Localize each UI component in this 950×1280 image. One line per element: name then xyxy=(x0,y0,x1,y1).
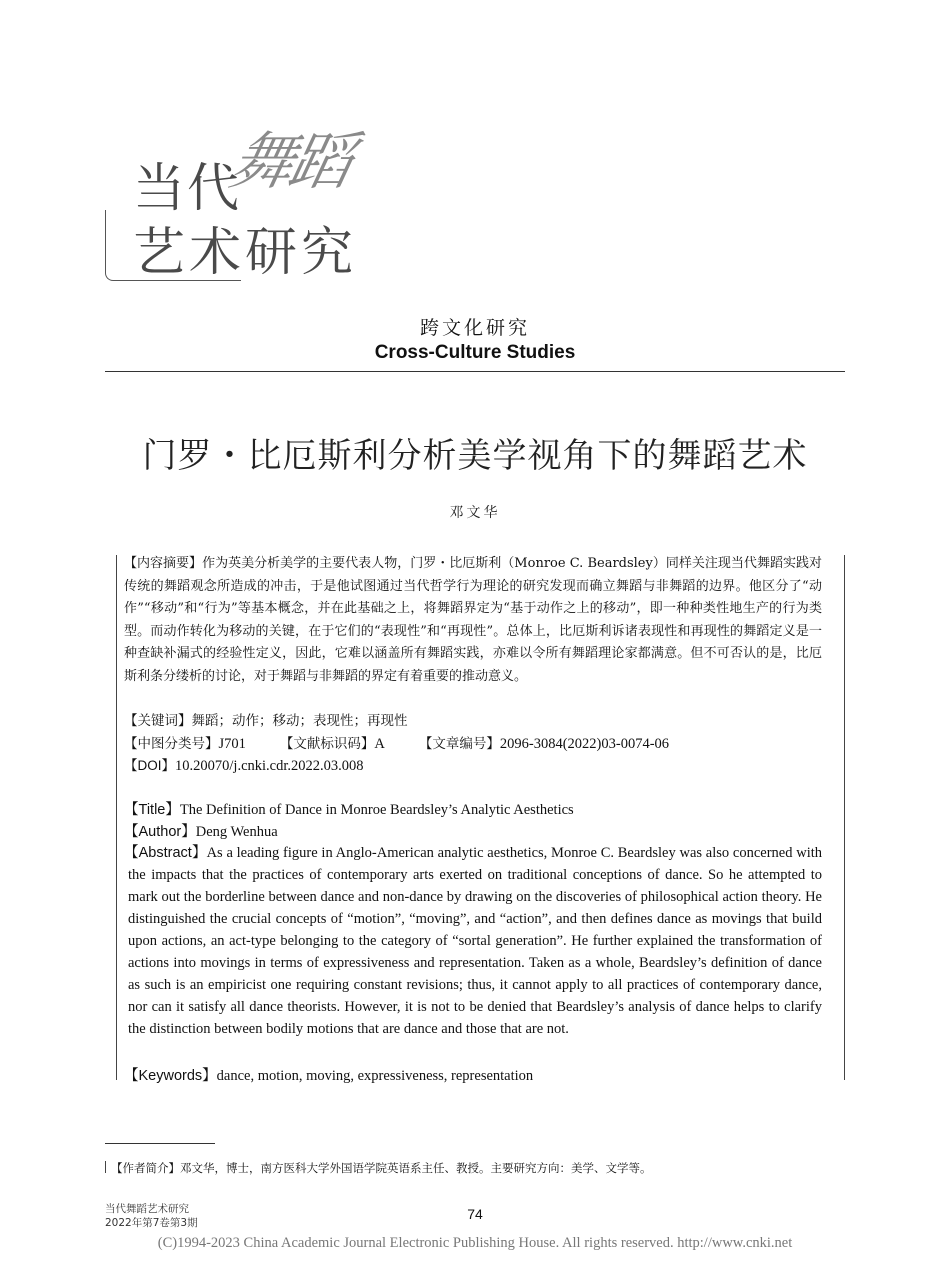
footnote-marker xyxy=(105,1161,106,1173)
en-title: The Definition of Dance in Monroe Beardsley’s Analytic Aesthetics xyxy=(179,802,574,818)
abstract-en-label: 【Abstract】 xyxy=(124,845,207,861)
abstract-cn-label: 【内容摘要】 xyxy=(124,555,203,570)
journal-name: 当代舞蹈艺术研究 xyxy=(105,1203,189,1215)
doc-code-label: 【文献标识码】 xyxy=(279,736,375,751)
journal-logo xyxy=(105,110,375,285)
article-author: 邓文华 xyxy=(449,505,501,521)
article-no-label: 【文章编号】 xyxy=(418,736,500,751)
abstract-cn xyxy=(124,552,822,689)
abstract-cn-text: 作为英美分析美学的主要代表人物，门罗・比厄斯利（Monroe C. Beardsley）同样关注现当代舞蹈实践对传统的舞蹈观念所造成的冲击，于是他试图通过当代哲学行为理论的研究发现而确立舞蹈与非舞蹈的边界。他区分了“动作”“移动”和“行为”等基本概念，并在此基础之上，将舞蹈界定为“基于动作之上的移动”，即一种种类性地生产的行为类型。而动作转化为移动的关键，在于它们的“表现性”和“再现性”。总体上，比厄斯利诉诸表现性和再现性的舞蹈定义是一种查缺补漏式的经验性定义，因此，它难以涵盖所有舞蹈实践，亦难以令所有舞蹈理论家都满意。但不可否认的是，比厄斯利条分缕析的讨论，对于舞蹈与非舞蹈的界定有着重要的推动意义。 xyxy=(124,556,822,684)
header-divider xyxy=(105,371,845,372)
journal-issue: 2022年第7卷第3期 xyxy=(105,1217,198,1229)
page-number: 74 xyxy=(467,1206,483,1222)
column-title-en: Cross-Culture Studies xyxy=(374,342,576,363)
article-no-value: 2096-3084(2022)03-0074-06 xyxy=(499,736,670,752)
doc-code-value: A xyxy=(374,736,385,752)
en-keywords: dance, motion, moving, expressiveness, representation xyxy=(216,1068,534,1084)
en-author-label: 【Author】 xyxy=(124,824,196,840)
en-author: Deng Wenhua xyxy=(195,824,278,840)
en-keywords-label: 【Keywords】 xyxy=(124,1068,217,1084)
abstract-left-border xyxy=(116,555,117,1080)
footnote-divider xyxy=(105,1143,215,1144)
en-author-line xyxy=(124,820,278,841)
en-title-line xyxy=(124,798,574,819)
author-footnote xyxy=(105,1160,652,1176)
keywords-cn-line xyxy=(124,709,408,729)
en-title-label: 【Title】 xyxy=(124,802,180,818)
abstract-en-text: As a leading figure in Anglo-American analytic aesthetics, Monroe C. Beardsley was also concerned with the impacts that the practices of contemporary arts exerted on traditional conceptions of dance. So he attempted to mark out the borderline between dance and non-dance by drawing on the discoveries of philosophical action theory. He distinguished the crucial concepts of “motion”, “moving”, and “action”, and then defines dance as movings that build upon actions, an act-type belonging to the category of “sortal generation”. He further explained the transformation of actions into movings in terms of expressiveness and representation. Taken as a whole, Beardsley’s definition of dance as such is an empiricist one requiring constant revisions; thus, it cannot apply to all practices of contemporary dance, nor can it satisfy all dance theorists. However, it is not to be denied that Beardsley’s analysis of dance helps to clarify the distinction between bodily motions that are dance and those that are not. xyxy=(128,845,822,1037)
clc-value: J701 xyxy=(218,736,246,752)
logo-calligraphy: 舞蹈 xyxy=(224,125,356,198)
keywords-cn-label: 【关键词】 xyxy=(124,713,192,728)
en-keywords-line xyxy=(124,1064,533,1085)
doi-value: 10.20070/j.cnki.cdr.2022.03.008 xyxy=(175,758,364,774)
logo-text-line2: 艺术研究 xyxy=(133,223,358,283)
clc-label: 【中图分类号】 xyxy=(124,736,219,751)
abstract-en xyxy=(124,842,822,1040)
doi-label: 【DOI】 xyxy=(124,758,176,773)
column-title-cn: 跨文化研究 xyxy=(419,317,530,339)
keywords-cn-text: 舞蹈；动作；移动；表现性；再现性 xyxy=(191,713,408,729)
article-title: 门罗・比厄斯利分析美学视角下的舞蹈艺术 xyxy=(142,436,808,476)
copyright-notice: (C)1994-2023 China Academic Journal Electronic Publishing House. All rights reserved. http://www.cnki.net xyxy=(157,1235,793,1251)
abstract-right-border xyxy=(844,555,845,1080)
logo-text-line1: 当代 xyxy=(133,159,242,219)
doi-line xyxy=(124,754,364,775)
classification-line xyxy=(124,732,669,753)
footnote-label: 【作者简介】 xyxy=(111,1163,180,1175)
footnote-text: 邓文华，博士，南方医科大学外国语学院英语系主任、教授。主要研究方向：美学、文学等。 xyxy=(180,1161,652,1175)
